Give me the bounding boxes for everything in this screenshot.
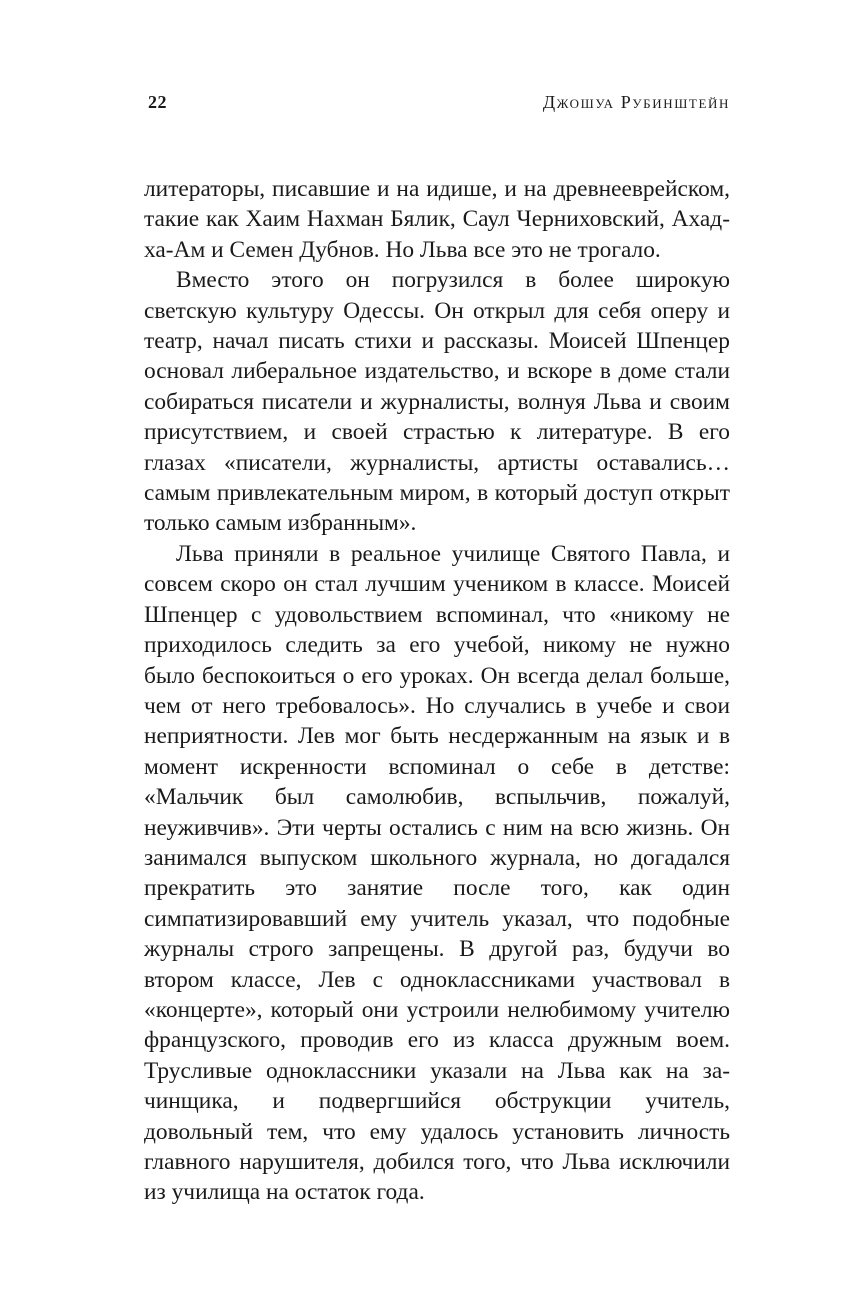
running-head (144, 88, 730, 118)
paragraph: Льва приняли в реальное училище Святого Павла, и совсем скоро он стал лучшим учеником в классе. Моисей Шпенцер с удовольствием вспоминал, что «никому не приходилось следить за его учебой, никому не нужно было беспокоиться о его уроках. Он всегда делал больше, чем от него требовалось». Но случались в учебе и свои неприятности. Лев мог быть несдержанным на язык и в момент искренности вспоминал о себе в детстве: «Мальчик был самолюбив, вспыльчив, пожалуй, неуживчив». Эти черты остались с ним на всю жизнь. Он занимался выпуском школьного журнала, но догадался прекратить это занятие после того, как один симпатизировавший ему учитель указал, что подобные журналы строго запрещены. В другой раз, будучи во втором классе, Лев с одноклассниками участвовал в «концерте», который они устроили нелюбимому учителю французского, проводив его из класса дружным воем. Трусливые одноклассники указали на Льва как на зачинщика, и подвергшийся обструкции учитель, довольный тем, что ему удалось установить личность главного нарушителя, добился того, что Льва исключили из училища на остаток года. (144, 540, 730, 1206)
paragraph: Вместо этого он погрузился в более широкую светскую культуру Одессы. Он открыл для себя оперу и театр, начал писать стихи и рассказы. Моисей Шпенцер основал либеральное издательство, и вскоре в доме стали собираться писатели и журналисты, волнуя Льва и своим присутствием, и своей страстью к литературе. В его глазах «писатели, журналисты, артисты оставались… самым привлекательным миром, в который доступ открыт только самым избранным». (144, 267, 730, 537)
page-number: 22 (148, 92, 167, 112)
body-text (144, 174, 730, 1208)
running-head-author: Джошуа Рубинштейн (542, 92, 730, 112)
paragraph-continued: литераторы, писавшие и на идише, и на древнееврейском, такие как Хаим Нахман Бялик, Саул Черниховский, Ахад-ха-Ам и Семен Дубнов. Но Льва все это не трогало. (144, 176, 730, 263)
